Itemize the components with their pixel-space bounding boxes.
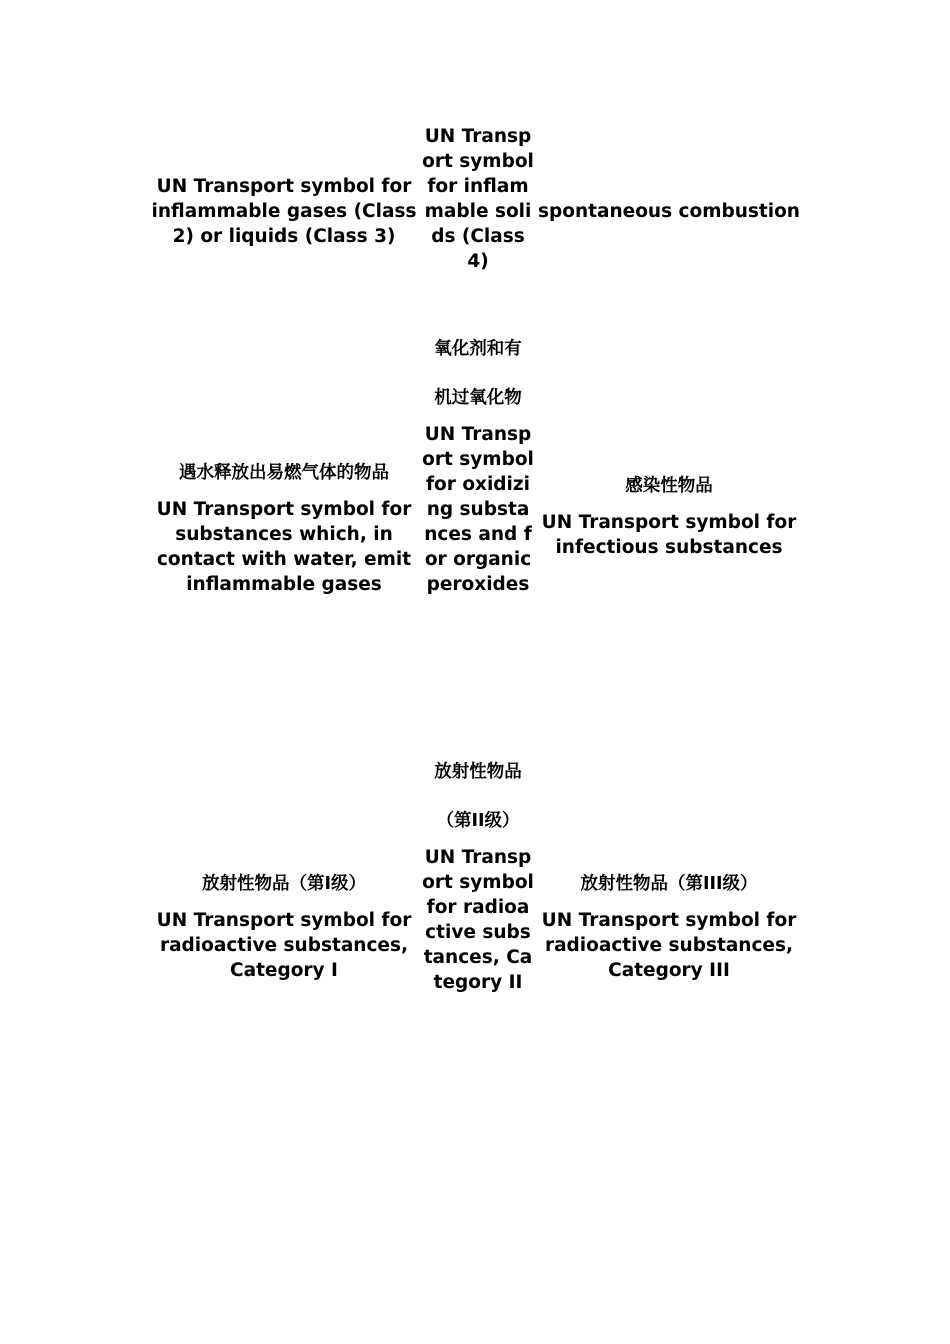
row3-right-caption (532, 872, 806, 983)
row3-mid-zh2: （第II级） (436, 811, 520, 831)
row2-right-zh: 感染性物品 (625, 476, 713, 496)
row1-left-caption (146, 174, 422, 249)
row1-left-en: UN Transport symbol for inflammable gases (Class 2) or liquids (Class 3) (151, 176, 417, 247)
row2-left-zh: 遇水释放出易燃气体的物品 (179, 463, 389, 483)
row2-right-en: UN Transport symbol for infectious substances (541, 512, 797, 558)
row2-left-caption (146, 461, 422, 597)
row3-right-zh: 放射性物品（第III级） (580, 874, 758, 894)
row2-mid-zh2: 机过氧化物 (434, 388, 522, 408)
row1-right-en: spontaneous combustion (538, 201, 800, 222)
row2-mid-en: UN Transport symbol for oxidizing substances and for organic peroxides (422, 424, 534, 595)
row2-mid-caption (422, 337, 534, 597)
row2-left-en: UN Transport symbol for substances which, in contact with water, emit inflammable gases (156, 499, 412, 595)
row3-left-en: UN Transport symbol for radioactive substances, Category I (156, 910, 412, 981)
row1-right-caption (532, 199, 806, 224)
row3-mid-caption (422, 760, 534, 995)
row3-left-caption (146, 872, 422, 983)
row2-right-caption (532, 474, 806, 560)
row1-mid-en: UN Transport symbol for inflammable solids (Class 4) (422, 126, 534, 272)
row3-right-en: UN Transport symbol for radioactive substances, Category III (541, 910, 797, 981)
row1-mid-caption (422, 124, 534, 274)
row3-left-zh: 放射性物品（第I级） (201, 874, 366, 894)
row2-mid-zh1: 氧化剂和有 (434, 339, 522, 359)
row3-mid-zh1: 放射性物品 (434, 762, 522, 782)
row3-mid-en: UN Transport symbol for radioactive substances, Category II (422, 847, 534, 993)
